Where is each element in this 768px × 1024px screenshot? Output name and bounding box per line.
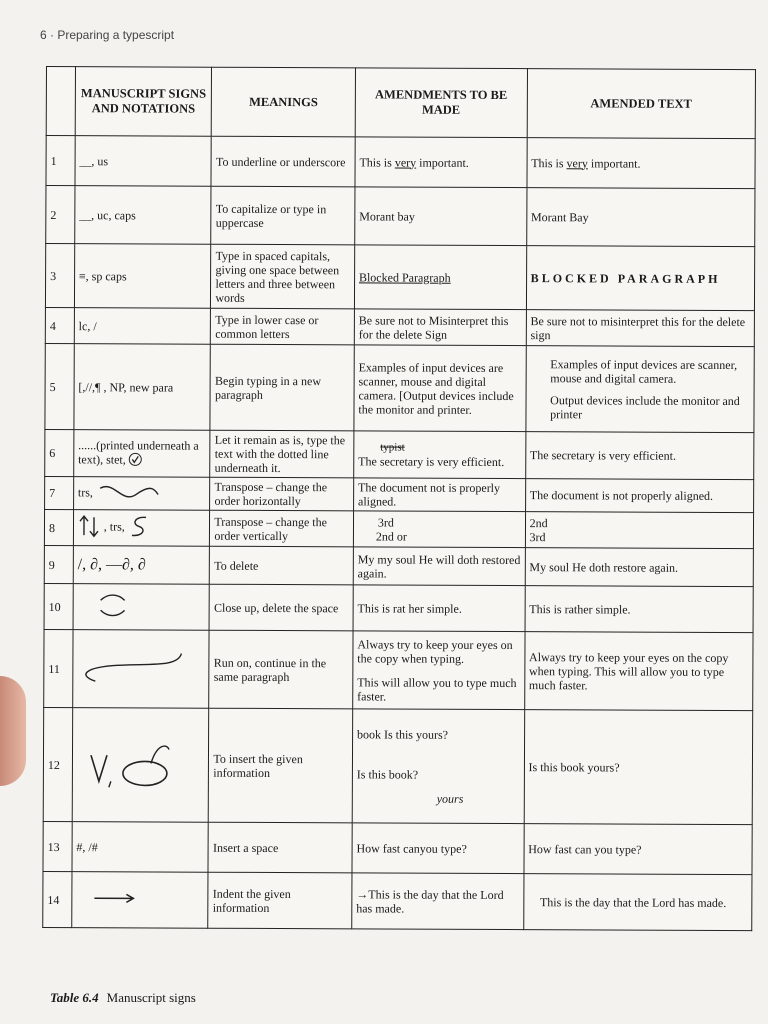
amendment-cell: How fast canyou type? <box>352 823 524 874</box>
amendment-cell: Blocked Paragraph <box>354 245 526 310</box>
amended-text: This is <box>531 155 567 170</box>
row-number: 13 <box>43 821 72 871</box>
amend-text: The secretary is very efficient. <box>358 454 505 470</box>
amendment-cell <box>353 631 525 710</box>
amendment-cell <box>353 511 525 548</box>
amend-line-1: Always try to keep your eyes on the copy when typing. <box>357 636 513 666</box>
sign-text: , trs, <box>103 519 125 534</box>
amended-cell <box>527 138 756 189</box>
amended-cell: The secretary is very efficient. <box>525 432 754 480</box>
amended-underlined: very <box>566 155 588 170</box>
meaning-cell: Run on, continue in the same paragraph <box>209 630 353 709</box>
amended-cell: This is rather simple. <box>525 586 754 633</box>
amended-cell: Be sure not to misinterpret this for the delete sign <box>526 310 755 347</box>
amendment-cell <box>352 709 524 824</box>
header-num <box>46 67 75 136</box>
table-row <box>45 244 754 311</box>
sign-cell: ≡, sp caps <box>74 244 211 309</box>
amend-line-1: book Is this yours? <box>356 726 449 742</box>
meaning-cell: Let it remain as is, type the text with the dotted line underneath it. <box>210 430 354 478</box>
row-number: 14 <box>43 871 72 927</box>
amended-cell <box>525 512 754 549</box>
table-row <box>44 629 753 710</box>
amended-cell: How fast can you type? <box>524 824 753 875</box>
sign-cell <box>72 708 209 823</box>
table-caption <box>50 990 196 1006</box>
sign-cell: __, uc, caps <box>75 186 212 245</box>
header-signs: MANUSCRIPT SIGNS AND NOTATIONS <box>75 67 212 137</box>
sign-text: trs, <box>77 484 93 499</box>
table-row <box>44 545 753 586</box>
meaning-cell: Transpose – change the order vertically <box>210 510 354 547</box>
meaning-cell: Indent the given information <box>208 872 352 929</box>
row-number: 5 <box>45 343 74 429</box>
amend-text: This is <box>359 154 395 170</box>
thumb-edge <box>0 676 26 786</box>
meaning-cell: To insert the given information <box>209 708 353 823</box>
header-amendments: AMENDMENTS TO BE MADE <box>355 68 527 138</box>
row-number: 12 <box>43 707 72 821</box>
amended-cell: The document is not properly aligned. <box>525 479 754 513</box>
meaning-cell: To delete <box>210 546 354 585</box>
header-row <box>46 67 755 139</box>
amended-cell: This is the day that the Lord has made. <box>523 874 752 931</box>
amended-cell: My soul He doth restore again. <box>525 548 754 587</box>
sign-cell: __, us <box>75 136 212 187</box>
meaning-cell: Transpose – change the order horizontally <box>210 477 354 511</box>
row-number: 7 <box>45 476 74 509</box>
amended-cell: Is this book yours? <box>524 710 753 825</box>
caption-text: Manuscript signs <box>106 990 196 1005</box>
row-number: 4 <box>45 307 74 343</box>
amendment-cell <box>355 137 527 188</box>
table-row <box>45 476 754 512</box>
meaning-cell: Type in lower case or common letters <box>211 308 355 345</box>
row-number: 10 <box>44 583 73 629</box>
manuscript-signs-table <box>42 66 756 931</box>
amendment-cell: The document not is properly aligned. <box>353 478 525 512</box>
sign-cell <box>72 872 209 929</box>
indent-arrow-icon <box>92 893 136 908</box>
amendment-cell: →This is the day that the Lord has made. <box>352 873 524 930</box>
header-amended-text: AMENDED TEXT <box>527 69 756 139</box>
close-up-icon <box>97 592 127 621</box>
sign-cell <box>73 477 210 511</box>
row-number: 1 <box>46 136 75 186</box>
insert-caret-icon <box>77 733 177 796</box>
s-curve-icon <box>128 514 150 541</box>
transpose-vertical-icon <box>78 513 104 542</box>
caption-label: Table 6.4 <box>50 990 99 1005</box>
table-row <box>46 186 755 247</box>
sign-cell: #, /# <box>72 822 209 873</box>
table-row <box>45 343 754 432</box>
row-number: 6 <box>45 429 74 476</box>
run-on-icon <box>77 645 187 692</box>
amend-line-2: This will allow you to type much faster. <box>357 674 517 703</box>
sign-cell <box>73 630 210 709</box>
table-row <box>44 509 753 548</box>
amend-item-a: 3rd <box>377 514 394 530</box>
row-number: 8 <box>44 509 73 545</box>
amend-line-3: yours <box>436 791 464 806</box>
sign-cell <box>74 430 211 478</box>
stet-check-icon <box>129 452 143 469</box>
amended-line-2: 3rd <box>529 529 546 544</box>
meaning-cell: To underline or underscore <box>211 136 355 187</box>
table-row <box>43 707 752 824</box>
table-row <box>43 871 752 930</box>
table-row <box>43 821 752 874</box>
meaning-cell: Insert a space <box>208 822 352 873</box>
meaning-cell: Begin typing in a new paragraph <box>210 344 354 431</box>
amendment-cell: Morant bay <box>355 187 527 246</box>
sign-cell <box>73 510 210 547</box>
amend-note: typist <box>380 441 405 454</box>
amendment-cell: Be sure not to Misinterpret this for the delete Sign <box>354 309 526 346</box>
amend-item-b: 2nd <box>375 528 394 544</box>
amend-line-2: Is this book? <box>356 766 419 782</box>
sign-cell: /, ∂, —∂, ∂ <box>73 546 210 585</box>
row-number: 9 <box>44 545 73 583</box>
amended-text: important. <box>587 155 641 171</box>
table-row <box>45 307 754 346</box>
header-meanings: MEANINGS <box>212 67 356 137</box>
amendment-cell: Examples of input devices are scanner, mouse and digital camera. [Output devices include the monitor and printer. <box>354 345 526 432</box>
table-row <box>45 429 754 479</box>
sign-cell: [,//,¶ , NP, new para <box>74 344 211 431</box>
transpose-horizontal-icon <box>96 482 160 505</box>
amend-underlined: very <box>394 155 417 170</box>
row-number: 11 <box>44 629 73 707</box>
amended-paragraph-2: Output devices include the monitor and printer <box>550 392 740 421</box>
table-row <box>46 136 755 189</box>
meaning-cell: Type in spaced capitals, giving one space between letters and three between words <box>211 244 355 309</box>
amended-line-1: 2nd <box>529 515 548 530</box>
amended-paragraph-1: Examples of input devices are scanner, mouse and digital camera. <box>550 356 738 386</box>
meaning-cell: To capitalize or type in uppercase <box>211 186 355 245</box>
sign-cell <box>73 584 210 631</box>
amended-cell: Morant Bay <box>526 188 755 247</box>
amended-cell: Always try to keep your eyes on the copy when typing. This will allow you to type much faster. <box>524 632 753 711</box>
row-number: 2 <box>46 186 75 244</box>
meaning-cell: Close up, delete the space <box>209 584 353 631</box>
sign-cell: lc, / <box>74 308 211 345</box>
amendment-cell <box>354 431 526 479</box>
amendment-cell: My my soul He will doth restored again. <box>353 547 525 586</box>
running-head: 6 · Preparing a typescript <box>40 28 175 42</box>
amend-text: important. <box>416 155 469 170</box>
amend-or: or <box>396 529 407 544</box>
table-row <box>44 583 753 632</box>
row-number: 3 <box>45 244 74 308</box>
amendment-cell: This is rat her simple. <box>353 585 525 632</box>
sign-text: ......(printed underneath a text), stet, <box>78 437 199 467</box>
amended-cell: BLOCKED PARAGRAPH <box>526 246 755 311</box>
amended-cell <box>526 346 755 433</box>
